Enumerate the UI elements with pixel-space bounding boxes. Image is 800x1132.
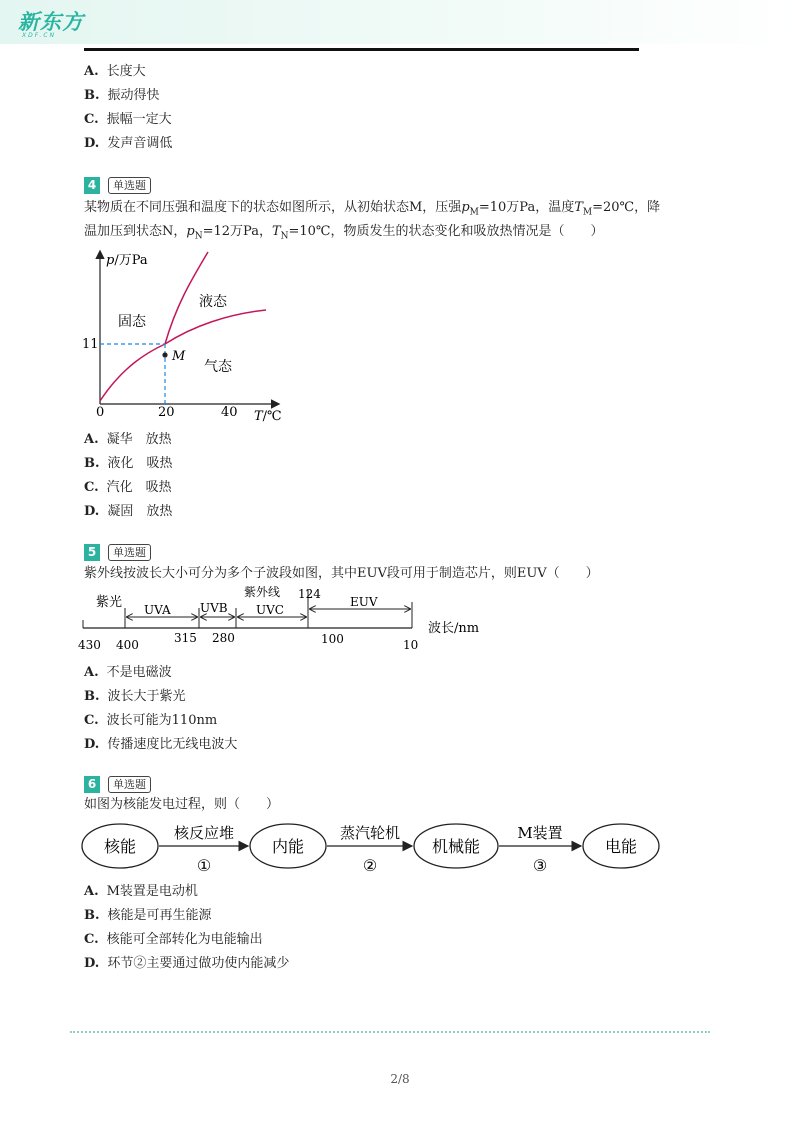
tick-400: 400 — [116, 638, 139, 652]
tick-100: 100 — [321, 632, 344, 646]
q4-option-b: B. 液化 吸热 — [84, 456, 173, 471]
top-divider — [84, 48, 639, 51]
flow-node-label: 机械能 — [431, 837, 481, 856]
logo-subtext: XDF.CN — [22, 32, 56, 39]
q4-option-a: A. 凝华 放热 — [84, 432, 172, 447]
q3-option-c: C. 振幅一定大 — [84, 112, 172, 127]
q6-option-a: A. M装置是电动机 — [84, 884, 198, 899]
q6-header — [84, 776, 151, 793]
tick-10: 10 — [403, 638, 419, 652]
point-m-label: M — [172, 349, 186, 364]
x-tick-label: 20 — [158, 405, 175, 420]
flow-edge-bottom-label: ② — [362, 856, 378, 875]
flow-edge-top-label: 核反应堆 — [173, 824, 235, 842]
question-type-badge: 单选题 — [108, 177, 151, 194]
uv-label: 紫外线 — [244, 586, 281, 599]
q5-stem: 紫外线按波长大小可分为多个子波段如图，其中EUV段可用于制造芯片，则EUV（ ） — [84, 566, 599, 581]
violet-label: 紫光 — [96, 595, 123, 610]
top-tick-124: 124 — [298, 587, 321, 601]
q5-header — [84, 544, 151, 561]
nuclear-power-flow — [78, 818, 668, 876]
uvc-label: UVC — [256, 603, 284, 617]
flow-node-label: 内能 — [271, 837, 305, 856]
q4-header — [84, 177, 151, 194]
region-liquid-label: 液态 — [199, 294, 227, 310]
question-type-badge: 单选题 — [108, 776, 151, 793]
q5-option-b: B. 波长大于紫光 — [84, 689, 186, 704]
phase-diagram — [78, 246, 300, 426]
logo-text: 新东方 — [18, 10, 84, 34]
q4-stem-line1: 某物质在不同压强和温度下的状态如图所示，从初始状态M，压强$p_M=10$万Pa，温度$T_M=20℃$，降 — [84, 200, 661, 218]
y-tick-label: 11 — [82, 337, 99, 352]
flow-node-label: 电能 — [604, 837, 638, 856]
tick-430: 430 — [78, 638, 101, 652]
q4-option-d: D. 凝固 放热 — [84, 504, 173, 519]
question-number: 4 — [84, 177, 100, 194]
q6-option-c: C. 核能可全部转化为电能输出 — [84, 932, 263, 947]
q5-option-c: C. 波长可能为110nm — [84, 713, 218, 728]
q6-option-b: B. 核能是可再生能源 — [84, 908, 212, 923]
page-number: 2/8 — [390, 1072, 410, 1086]
flow-node-label: 核能 — [103, 837, 137, 856]
q5-option-d: D. 传播速度比无线电波大 — [84, 737, 238, 752]
tick-315: 315 — [174, 631, 197, 645]
x-tick-label: 40 — [221, 405, 238, 420]
flow-edge-top-label: M装置 — [517, 824, 563, 842]
point-m — [162, 352, 167, 357]
flow-edge-bottom-label: ① — [196, 856, 212, 875]
x-axis-label: T/℃ — [254, 409, 282, 424]
header-band — [0, 0, 800, 44]
y-axis-label: p/万Pa — [106, 253, 148, 268]
q5-option-a: A. 不是电磁波 — [84, 665, 172, 680]
tick-280: 280 — [212, 631, 235, 645]
uvb-label: UVB — [200, 601, 228, 615]
question-number: 5 — [84, 544, 100, 561]
question-number: 6 — [84, 776, 100, 793]
region-solid-label: 固态 — [118, 314, 146, 330]
wavelength-axis-label: 波长/nm — [428, 621, 480, 636]
flow-edge-bottom-label: ③ — [532, 856, 548, 875]
q6-stem: 如图为核能发电过程，则（ ） — [84, 797, 280, 812]
euv-label: EUV — [350, 595, 378, 609]
region-gas-label: 气态 — [204, 359, 232, 375]
footer-divider — [70, 1031, 710, 1033]
q6-option-d: D. 环节②主要通过做功使内能减少 — [84, 956, 290, 971]
q4-option-c: C. 汽化 吸热 — [84, 480, 172, 495]
q3-option-a: A. 长度大 — [84, 64, 146, 79]
q4-stem-line2: 温加压到状态N，$p_N=12$万Pa，$T_N=10℃$，物质发生的状态变化和吸放热情况是（ ） — [84, 224, 604, 242]
uva-label: UVA — [144, 603, 171, 617]
brand-logo — [18, 6, 84, 39]
x-tick-label: 0 — [96, 405, 105, 420]
q3-option-d: D. 发声音调低 — [84, 136, 173, 151]
question-type-badge: 单选题 — [108, 544, 151, 561]
flow-edge-top-label: 蒸汽轮机 — [339, 824, 401, 842]
uv-spectrum-diagram — [78, 586, 498, 656]
q3-option-b: B. 振动得快 — [84, 88, 160, 103]
